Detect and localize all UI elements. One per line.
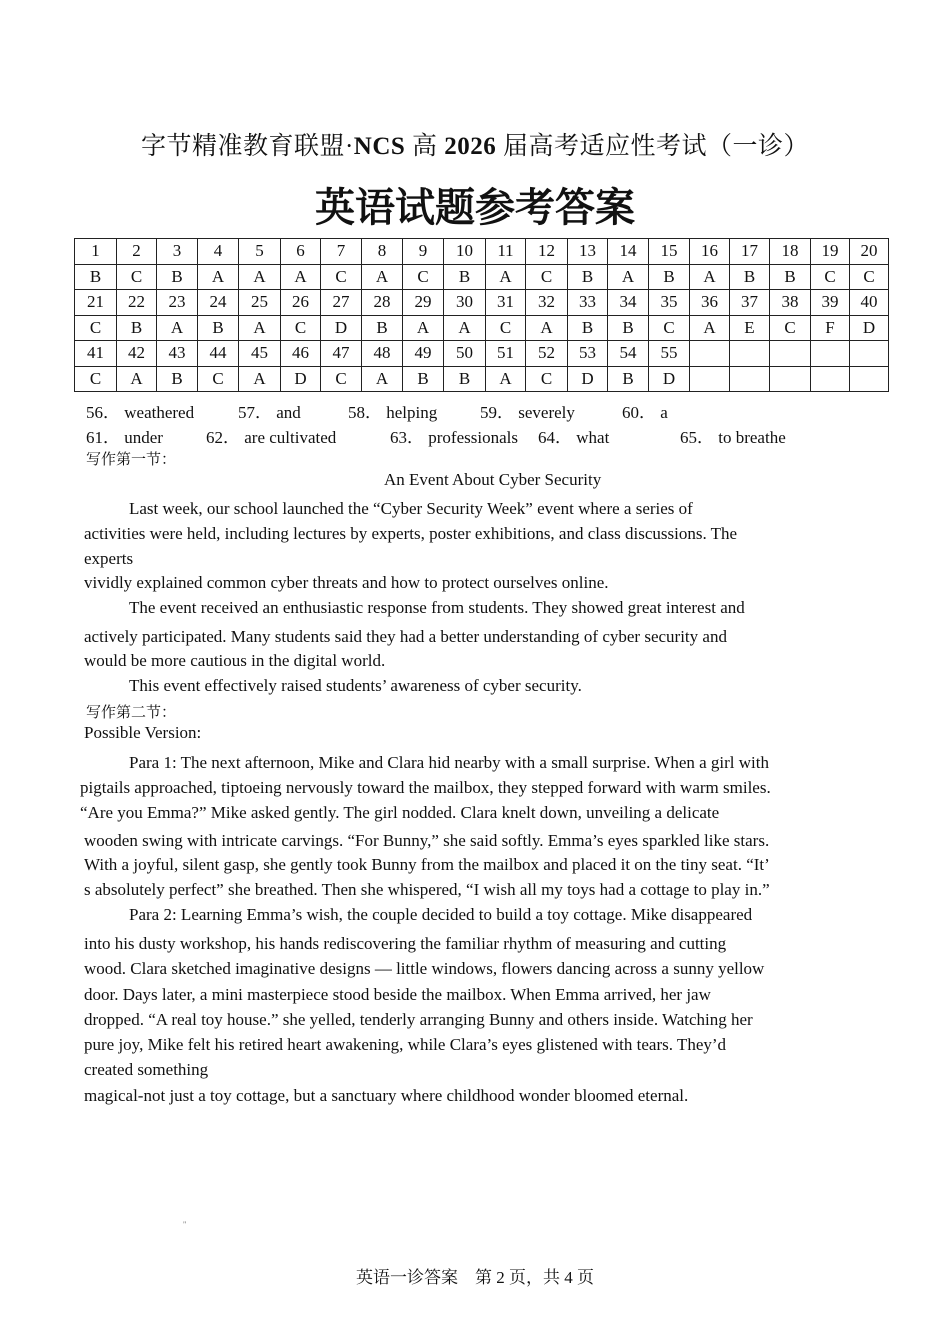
essay2-line: s absolutely perfect” she breathed. Then she whispered, “I wish all my toys had a cottage to play in.”: [84, 880, 770, 899]
question-number-cell: 35: [649, 290, 690, 316]
essay1-title: An Event About Cyber Security: [384, 470, 602, 489]
answer-cell: B: [444, 366, 486, 392]
question-number-cell: 49: [403, 341, 444, 367]
answer-cell: [811, 366, 850, 392]
answer-cell: D: [850, 315, 889, 341]
answer-cell: A: [362, 366, 403, 392]
answer-cell: C: [198, 366, 239, 392]
answer-cell: [770, 366, 811, 392]
question-number-cell: 11: [486, 239, 526, 265]
answer-cell: B: [608, 366, 649, 392]
answer-row: [75, 264, 889, 290]
answer-cell: F: [811, 315, 850, 341]
answer-cell: [690, 366, 730, 392]
question-number-cell: 29: [403, 290, 444, 316]
question-number-cell: 48: [362, 341, 403, 367]
answer-cell: B: [568, 264, 608, 290]
answer-cell: C: [117, 264, 157, 290]
answer-cell: A: [486, 366, 526, 392]
answer-cell: A: [239, 315, 281, 341]
question-number-cell: 17: [730, 239, 770, 265]
essay2-line: door. Days later, a mini masterpiece stood beside the mailbox. When Emma arrived, her jaw: [84, 985, 711, 1004]
essay2-line: pure joy, Mike felt his retired heart awakening, while Clara’s eyes glistened with tears. They’d: [84, 1035, 727, 1054]
answer-cell: A: [362, 264, 403, 290]
answer-cell: B: [444, 264, 486, 290]
answer-cell: C: [526, 366, 568, 392]
fill-in-answer: 60． a: [622, 403, 668, 422]
fill-in-answer: 59． severely: [480, 403, 575, 422]
fill-in-answer: 63． professionals: [390, 428, 518, 447]
writing2-label: 写作第二节：: [86, 703, 177, 721]
question-number-cell: 10: [444, 239, 486, 265]
question-number-cell: 20: [850, 239, 889, 265]
question-number-cell: 13: [568, 239, 608, 265]
question-number-cell: 36: [690, 290, 730, 316]
answer-cell: A: [239, 366, 281, 392]
answer-cell: A: [239, 264, 281, 290]
question-number-cell: 4: [198, 239, 239, 265]
answer-cell: B: [117, 315, 157, 341]
answer-cell: A: [690, 315, 730, 341]
answer-cell: B: [362, 315, 403, 341]
question-number-cell: 32: [526, 290, 568, 316]
essay2-line: into his dusty workshop, his hands rediscovering the familiar rhythm of measuring and cutting: [84, 934, 727, 953]
header-text-1: 字节精准教育联盟·: [140, 133, 354, 160]
page-footer: 英语一诊答案 第 2 页，共 4 页: [356, 1268, 594, 1287]
fill-in-answer: 57． and: [238, 403, 301, 422]
answer-cell: C: [321, 264, 362, 290]
question-number-cell: 8: [362, 239, 403, 265]
essay2-line: wood. Clara sketched imaginative designs — little windows, flowers dancing across a sunny yellow: [84, 959, 765, 978]
question-number-cell: 41: [75, 341, 117, 367]
essay1-line: experts: [84, 549, 134, 568]
answer-cell: C: [403, 264, 444, 290]
question-number-cell: 52: [526, 341, 568, 367]
question-number-cell: 22: [117, 290, 157, 316]
question-number-cell: 37: [730, 290, 770, 316]
question-number-cell: 18: [770, 239, 811, 265]
essay1-line: Last week, our school launched the “Cyber Security Week” event where a series of: [129, 499, 693, 518]
answer-cell: D: [568, 366, 608, 392]
essay2-line: Para 2: Learning Emma’s wish, the couple decided to build a toy cottage. Mike disappeared: [129, 905, 753, 924]
essay2-line: created something: [84, 1060, 209, 1079]
question-number-cell: 6: [281, 239, 321, 265]
essay1-line: This event effectively raised students’ awareness of cyber security.: [129, 676, 582, 695]
answer-cell: C: [75, 315, 117, 341]
answer-cell: B: [730, 264, 770, 290]
question-number-cell: 46: [281, 341, 321, 367]
question-number-cell: 27: [321, 290, 362, 316]
question-number-cell: 2: [117, 239, 157, 265]
question-number-cell: 54: [608, 341, 649, 367]
question-number-row: [75, 341, 889, 367]
answer-cell: C: [321, 366, 362, 392]
header-text-year: 2026: [444, 133, 497, 160]
question-number-cell: 26: [281, 290, 321, 316]
question-number-cell: 31: [486, 290, 526, 316]
header-text-3: 届高考适应性考试（一诊）: [496, 133, 810, 160]
question-number-cell: [730, 341, 770, 367]
answer-cell: D: [649, 366, 690, 392]
question-number-cell: 25: [239, 290, 281, 316]
answer-cell: B: [157, 264, 198, 290]
question-number-cell: 39: [811, 290, 850, 316]
question-number-cell: 24: [198, 290, 239, 316]
answer-cell: B: [157, 366, 198, 392]
question-number-cell: 42: [117, 341, 157, 367]
question-number-cell: 50: [444, 341, 486, 367]
answer-cell: A: [444, 315, 486, 341]
writing1-label: 写作第一节：: [86, 450, 177, 468]
question-number-cell: 9: [403, 239, 444, 265]
essay1-line: actively participated. Many students said they had a better understanding of cyber security and: [84, 627, 727, 646]
answer-cell: C: [850, 264, 889, 290]
answer-cell: A: [486, 264, 526, 290]
answer-cell: C: [526, 264, 568, 290]
fill-in-answer: 62． are cultivated: [206, 428, 337, 447]
answer-table: [74, 238, 889, 392]
question-number-cell: [811, 341, 850, 367]
question-number-cell: 3: [157, 239, 198, 265]
answer-cell: C: [649, 315, 690, 341]
question-number-cell: 38: [770, 290, 811, 316]
question-number-cell: 55: [649, 341, 690, 367]
answer-cell: B: [198, 315, 239, 341]
exam-header: [0, 126, 950, 162]
answer-row: [75, 315, 889, 341]
question-number-cell: 43: [157, 341, 198, 367]
answer-cell: [850, 366, 889, 392]
possible-version-label: Possible Version:: [84, 723, 202, 742]
question-number-cell: 19: [811, 239, 850, 265]
question-number-cell: [850, 341, 889, 367]
essay2-line: “Are you Emma?” Mike asked gently. The girl nodded. Clara knelt down, unveiling a delicate: [80, 803, 720, 822]
fill-in-answer: 65． to breathe: [680, 428, 786, 447]
essay1-line: The event received an enthusiastic response from students. They showed great interest and: [129, 598, 745, 617]
answer-cell: C: [281, 315, 321, 341]
answer-cell: D: [281, 366, 321, 392]
answer-cell: E: [730, 315, 770, 341]
question-number-cell: 44: [198, 341, 239, 367]
answer-cell: C: [486, 315, 526, 341]
question-number-cell: 28: [362, 290, 403, 316]
question-number-cell: 51: [486, 341, 526, 367]
answer-cell: A: [403, 315, 444, 341]
answer-cell: B: [568, 315, 608, 341]
question-number-cell: 40: [850, 290, 889, 316]
essay2-line: Para 1: The next afternoon, Mike and Clara hid nearby with a small surprise. When a girl with: [129, 753, 770, 772]
essay1-line: would be more cautious in the digital world.: [84, 651, 386, 670]
question-number-cell: 33: [568, 290, 608, 316]
answer-cell: A: [526, 315, 568, 341]
question-number-cell: 14: [608, 239, 649, 265]
answer-cell: B: [75, 264, 117, 290]
question-number-cell: 34: [608, 290, 649, 316]
answer-cell: A: [608, 264, 649, 290]
answer-cell: A: [198, 264, 239, 290]
essay2-line: dropped. “A real toy house.” she yelled, tenderly arranging Bunny and others inside. Watching her: [84, 1010, 753, 1029]
answer-cell: D: [321, 315, 362, 341]
answer-cell: A: [690, 264, 730, 290]
answer-cell: B: [403, 366, 444, 392]
essay1-line: vividly explained common cyber threats and how to protect ourselves online.: [84, 573, 609, 592]
question-number-cell: 5: [239, 239, 281, 265]
answer-row: [75, 366, 889, 392]
question-number-cell: 47: [321, 341, 362, 367]
question-number-cell: 1: [75, 239, 117, 265]
question-number-cell: 45: [239, 341, 281, 367]
answer-cell: B: [770, 264, 811, 290]
essay2-line: magical-not just a toy cottage, but a sanctuary where childhood wonder bloomed eternal.: [84, 1086, 689, 1105]
answer-cell: C: [770, 315, 811, 341]
fill-in-answer: 56． weathered: [86, 403, 195, 422]
question-number-cell: 15: [649, 239, 690, 265]
question-number-row: [75, 239, 889, 265]
answer-cell: A: [117, 366, 157, 392]
header-text-ncs: NCS: [353, 133, 406, 160]
question-number-cell: 12: [526, 239, 568, 265]
answer-cell: B: [649, 264, 690, 290]
question-number-cell: 53: [568, 341, 608, 367]
page-title: 英语试题参考答案: [315, 185, 635, 231]
header-text-2: 高: [405, 133, 445, 160]
answer-cell: C: [811, 264, 850, 290]
fill-in-answer: 58． helping: [348, 403, 438, 422]
question-number-cell: 16: [690, 239, 730, 265]
stray-mark: ": [183, 1220, 187, 1229]
essay2-line: pigtails approached, tiptoeing nervously toward the mailbox, they stepped forward with warm smiles.: [80, 778, 771, 797]
answer-cell: [730, 366, 770, 392]
question-number-cell: [770, 341, 811, 367]
essay2-line: With a joyful, silent gasp, she gently took Bunny from the mailbox and placed it on the tiny seat. “It’: [84, 855, 770, 874]
question-number-cell: [690, 341, 730, 367]
answer-cell: A: [157, 315, 198, 341]
question-number-cell: 30: [444, 290, 486, 316]
question-number-cell: 7: [321, 239, 362, 265]
answer-cell: A: [281, 264, 321, 290]
fill-in-answer: 61． under: [86, 428, 163, 447]
essay1-line: activities were held, including lectures by experts, poster exhibitions, and class discussions. The: [84, 524, 738, 543]
question-number-row: [75, 290, 889, 316]
answer-cell: B: [608, 315, 649, 341]
essay2-line: wooden swing with intricate carvings. “For Bunny,” she said softly. Emma’s eyes sparkled like stars.: [84, 831, 770, 850]
question-number-cell: 21: [75, 290, 117, 316]
question-number-cell: 23: [157, 290, 198, 316]
answer-cell: C: [75, 366, 117, 392]
fill-in-answer: 64． what: [538, 428, 610, 447]
